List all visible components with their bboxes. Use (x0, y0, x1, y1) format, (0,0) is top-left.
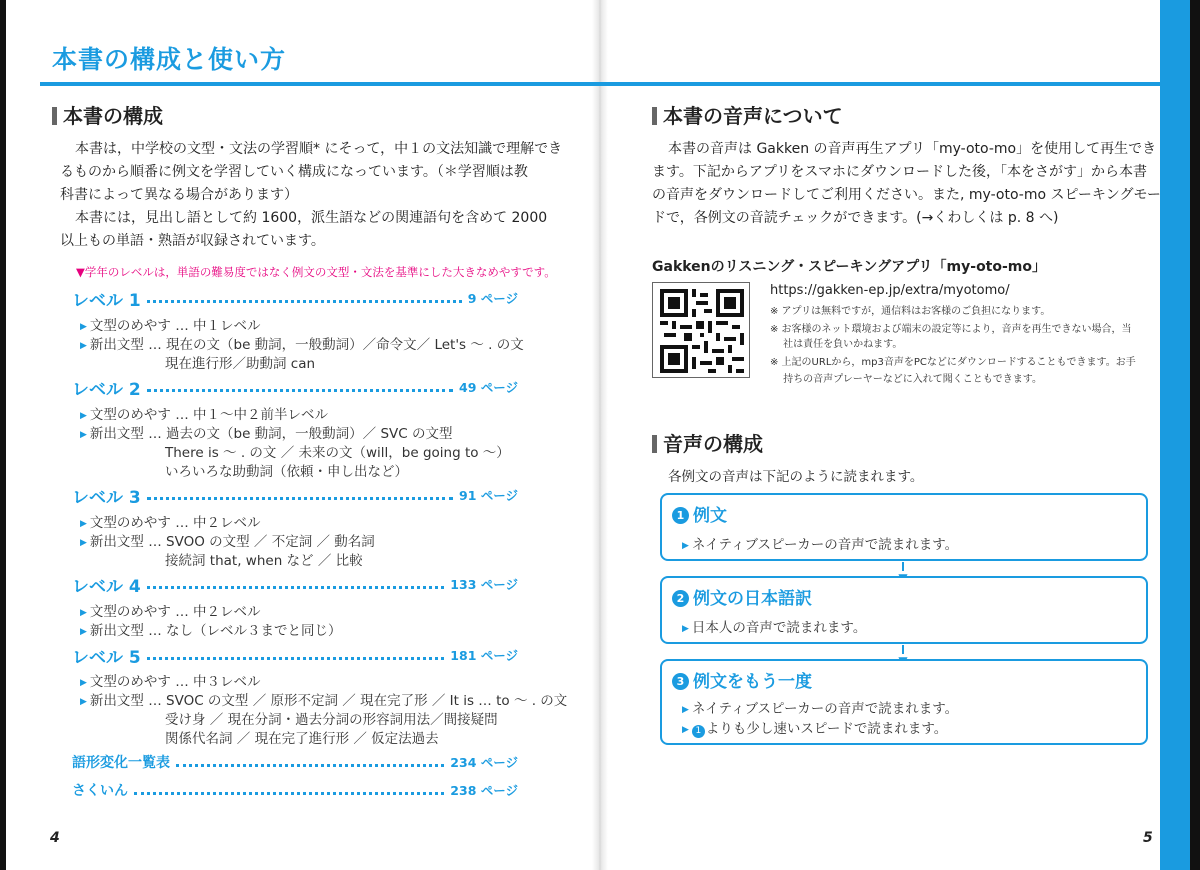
left-edge (0, 0, 6, 870)
audio-step-box (660, 576, 1148, 644)
level-line: ▶ 新出文型 … 現在の文（be 動詞，一般動詞）／命令文／ Let's ～ . の文 (80, 337, 524, 353)
app-note: ※ 上記のURLから，mp3音声をPCなどにダウンロードすることもできます。お手 (770, 357, 1136, 368)
level-line: ▶ 新出文型 … なし（レベル３までと同じ） (80, 623, 342, 639)
intro-line: 本書は，中学校の文型・文法の学習順* にそって，中１の文法知識で理解でき (75, 141, 563, 157)
step-number-icon: 1 (672, 507, 689, 524)
step-line: ▶ ネイティブスピーカーの音声で読まれます。 (682, 701, 959, 717)
page-number-right: 5 (1143, 830, 1153, 846)
app-note: 持ちの音声プレーヤーなどに入れて聞くこともできます。 (770, 374, 1042, 385)
extra-page: 234 ページ (450, 755, 518, 770)
extra-page: 238 ページ (450, 783, 518, 798)
level-entry[interactable] (72, 574, 518, 597)
level-line-cont: いろいろな助動詞（依頼・申し出など） (165, 464, 408, 480)
level-line: ▶ 文型のめやす … 中１～中２前半レベル (80, 407, 329, 423)
app-url-link[interactable]: https://gakken-ep.jp/extra/myotomo/ (770, 283, 1010, 298)
level-line: ▶ 文型のめやす … 中２レベル (80, 604, 261, 620)
step-title: 3 例文をもう一度 (672, 667, 812, 692)
step-number-icon: 2 (672, 590, 689, 607)
level-line: ▶ 新出文型 … SVOC の文型 ／ 原形不定詞 ／ 現在完了形 ／ It is … to ～ . の文 (80, 693, 568, 709)
level-name: レベル 3 (72, 487, 141, 508)
level-line-cont: 受け身 ／ 現在分詞・過去分詞の形容詞用法／間接疑問 (165, 712, 498, 728)
right-blue-tab (1160, 0, 1190, 870)
level-entry[interactable] (72, 485, 518, 508)
intro-line: 科書によって異なる場合があります） (60, 187, 298, 203)
page-number-left: 4 (50, 830, 60, 846)
level-name: レベル 2 (72, 379, 141, 400)
audio-intro-line: ドで，各例文の音読チェックができます。(→くわしくは p. 8 へ) (652, 210, 1059, 226)
level-page: 91 ページ (459, 488, 518, 503)
section-heading-audio: 本書の音声について (652, 100, 843, 129)
extra-name: さくいん (72, 783, 128, 799)
qr-code[interactable] (652, 282, 750, 378)
level-page: 181 ページ (450, 648, 518, 663)
page-title: 本書の構成と使い方 (52, 45, 287, 74)
book-fold (592, 0, 608, 870)
level-line-cont: 接続詞 that, when など ／ 比較 (165, 553, 363, 569)
section-heading-audio-structure: 音声の構成 (652, 428, 763, 457)
app-note: ※ アプリは無料ですが，通信料はお客様のご負担になります。 (770, 306, 1051, 317)
app-heading: Gakkenのリスニング・スピーキングアプリ「my-oto-mo」 (652, 259, 1047, 275)
qr-code-icon (660, 289, 744, 373)
step-title: 2 例文の日本語訳 (672, 584, 812, 609)
level-line: ▶ 新出文型 … SVOO の文型 ／ 不定詞 ／ 動名詞 (80, 534, 375, 550)
triangle-icon: ▶ (80, 678, 87, 688)
step-title: 1 例文 (672, 501, 727, 526)
level-line: ▶ 新出文型 … 過去の文（be 動詞，一般動詞）／ SVC の文型 (80, 426, 453, 442)
step-number-icon: 3 (672, 673, 689, 690)
extra-entry[interactable] (72, 752, 518, 772)
level-entry[interactable] (72, 377, 518, 400)
circled-one-icon: 1 (692, 725, 705, 738)
level-entry[interactable] (72, 288, 518, 311)
step-line: ▶ ネイティブスピーカーの音声で読まれます。 (682, 537, 959, 553)
level-line-cont: 現在進行形／助動詞 can (165, 356, 316, 372)
triangle-icon: ▶ (80, 519, 87, 529)
triangle-icon: ▶ (682, 541, 689, 551)
audio-step-box (660, 493, 1148, 561)
audio-step-box (660, 659, 1148, 745)
app-note: ※ お客様のネット環境および端末の設定等により，音声を再生できない場合，当 (770, 324, 1132, 335)
triangle-icon: ▶ (682, 705, 689, 715)
title-rule (40, 82, 1170, 86)
level-line: ▶ 文型のめやす … 中２レベル (80, 515, 261, 531)
triangle-icon: ▶ (682, 725, 689, 735)
right-edge (1190, 0, 1200, 870)
intro-line: るものから順番に例文を学習していく構成になっています。（＊学習順は教 (60, 164, 528, 180)
level-page: 133 ページ (450, 577, 518, 592)
intro-line: 以上もの単語・熟語が収録されています。 (60, 233, 325, 249)
step-line: ▶ 1 よりも少し速いスピードで読まれます。 (682, 721, 948, 737)
triangle-icon: ▶ (80, 411, 87, 421)
triangle-icon: ▶ (80, 341, 87, 351)
intro-line: 本書には，見出し語として約 1600，派生語などの関連語句を含めて 2000 (75, 210, 548, 226)
section-heading-structure: 本書の構成 (52, 100, 163, 129)
triangle-icon: ▶ (80, 430, 87, 440)
extra-name: 語形変化一覧表 (72, 755, 170, 771)
level-name: レベル 4 (72, 576, 141, 597)
audio-structure-sub: 各例文の音声は下記のように読まれます。 (668, 469, 924, 485)
level-name: レベル 1 (72, 290, 141, 311)
audio-intro-line: 本書の音声は Gakken の音声再生アプリ「my-oto-mo」を使用して再生でき (668, 141, 1157, 157)
step-line: ▶ 日本人の音声で読まれます。 (682, 620, 867, 636)
triangle-icon: ▶ (80, 697, 87, 707)
level-name: レベル 5 (72, 647, 141, 668)
level-line: ▶ 文型のめやす … 中３レベル (80, 674, 261, 690)
extra-entry[interactable] (72, 780, 518, 800)
level-line-cont: There is ～ . の文 ／ 未来の文（will，be going to ～） (165, 445, 510, 461)
triangle-icon: ▶ (80, 608, 87, 618)
audio-intro-line: ます。下記からアプリをスマホにダウンロードした後，「本をさがす」から本書 (652, 164, 1148, 180)
triangle-icon: ▶ (80, 322, 87, 332)
level-page: 9 ページ (467, 291, 518, 306)
triangle-icon: ▶ (80, 538, 87, 548)
app-note: 社は責任を負いかねます。 (770, 339, 903, 350)
level-note: ▼学年のレベルは，単語の難易度ではなく例文の文型・文法を基準にした大きなめやすです。 (76, 265, 556, 279)
level-line: ▶ 文型のめやす … 中１レベル (80, 318, 261, 334)
level-entry[interactable] (72, 645, 518, 668)
level-line-cont: 関係代名詞 ／ 現在完了進行形 ／ 仮定法過去 (165, 731, 439, 747)
level-page: 49 ページ (459, 380, 518, 395)
triangle-icon: ▶ (682, 624, 689, 634)
triangle-icon: ▶ (80, 627, 87, 637)
audio-intro-line: の音声をダウンロードしてご利用ください。また, my-oto-mo スピーキングモー (652, 187, 1161, 203)
